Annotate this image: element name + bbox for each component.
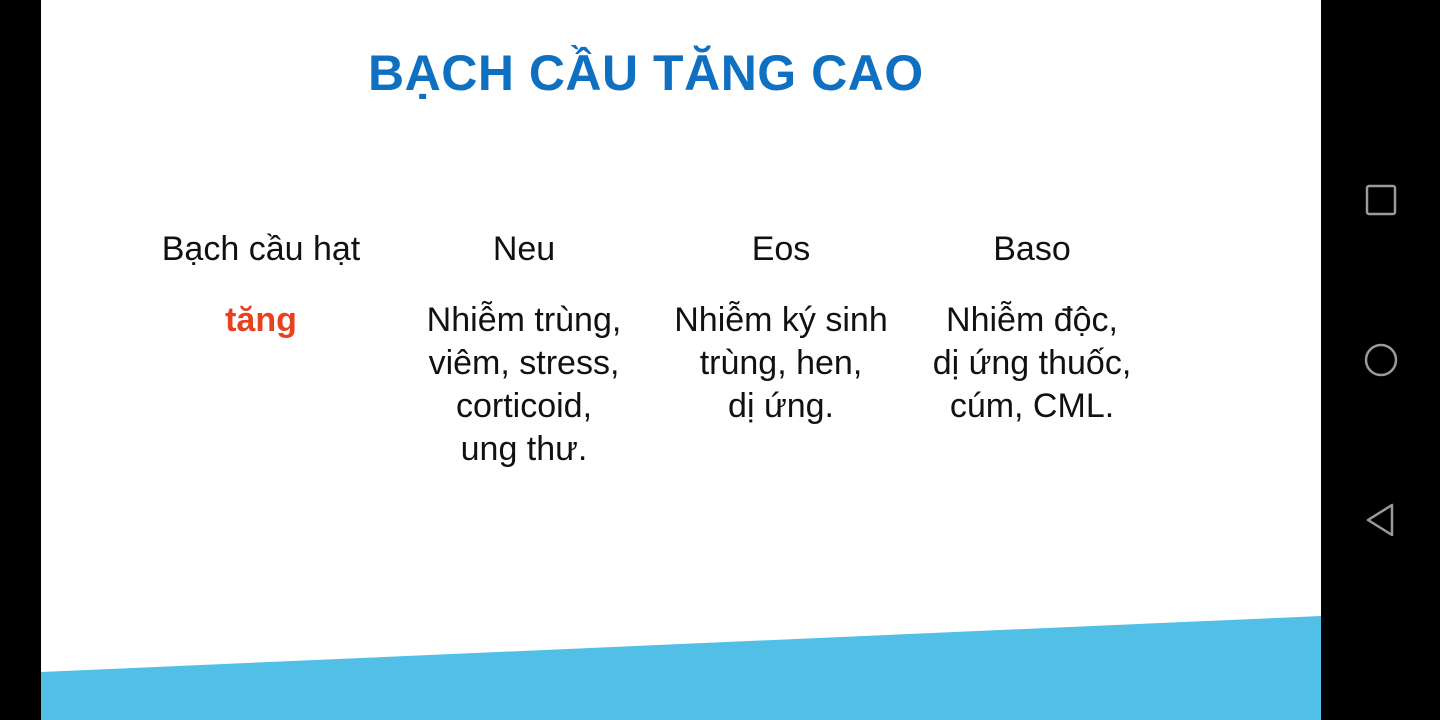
presentation-slide: [41, 0, 1321, 720]
header-eos: Eos: [751, 230, 811, 268]
android-navigation-bar: [1321, 0, 1440, 720]
blue-band-shape: [41, 616, 1321, 720]
slide-title: BẠCH CẦU TĂNG CAO: [368, 45, 924, 101]
header-baso: Baso: [993, 230, 1071, 268]
left-screen-border: [0, 0, 41, 720]
back-button[interactable]: [1361, 500, 1401, 540]
square-icon: [1365, 184, 1397, 216]
neu-cause-line: Nhiễm trùng,: [426, 301, 622, 339]
decorative-blue-band: [41, 0, 1321, 720]
baso-cause-line: cúm, CML.: [949, 387, 1115, 425]
neu-cause-line: viêm, stress,: [428, 344, 620, 382]
baso-cause-line: Nhiễm độc,: [946, 301, 1118, 339]
neu-cause-line: corticoid,: [455, 387, 593, 425]
eos-cause-line: Nhiễm ký sinh: [674, 301, 888, 339]
row-label-tang: tăng: [225, 301, 297, 339]
header-bach-cau-hat: Bạch cầu hạt: [161, 230, 361, 268]
neu-cause-line: ung thư.: [460, 430, 588, 468]
baso-cause-line: dị ứng thuốc,: [932, 344, 1132, 382]
home-button[interactable]: [1361, 340, 1401, 380]
triangle-back-icon: [1364, 502, 1398, 538]
header-neu: Neu: [492, 230, 556, 268]
eos-cause-line: trùng, hen,: [699, 344, 863, 382]
circle-icon: [1363, 342, 1399, 378]
recent-apps-button[interactable]: [1361, 180, 1401, 220]
eos-cause-line: dị ứng.: [728, 387, 834, 425]
